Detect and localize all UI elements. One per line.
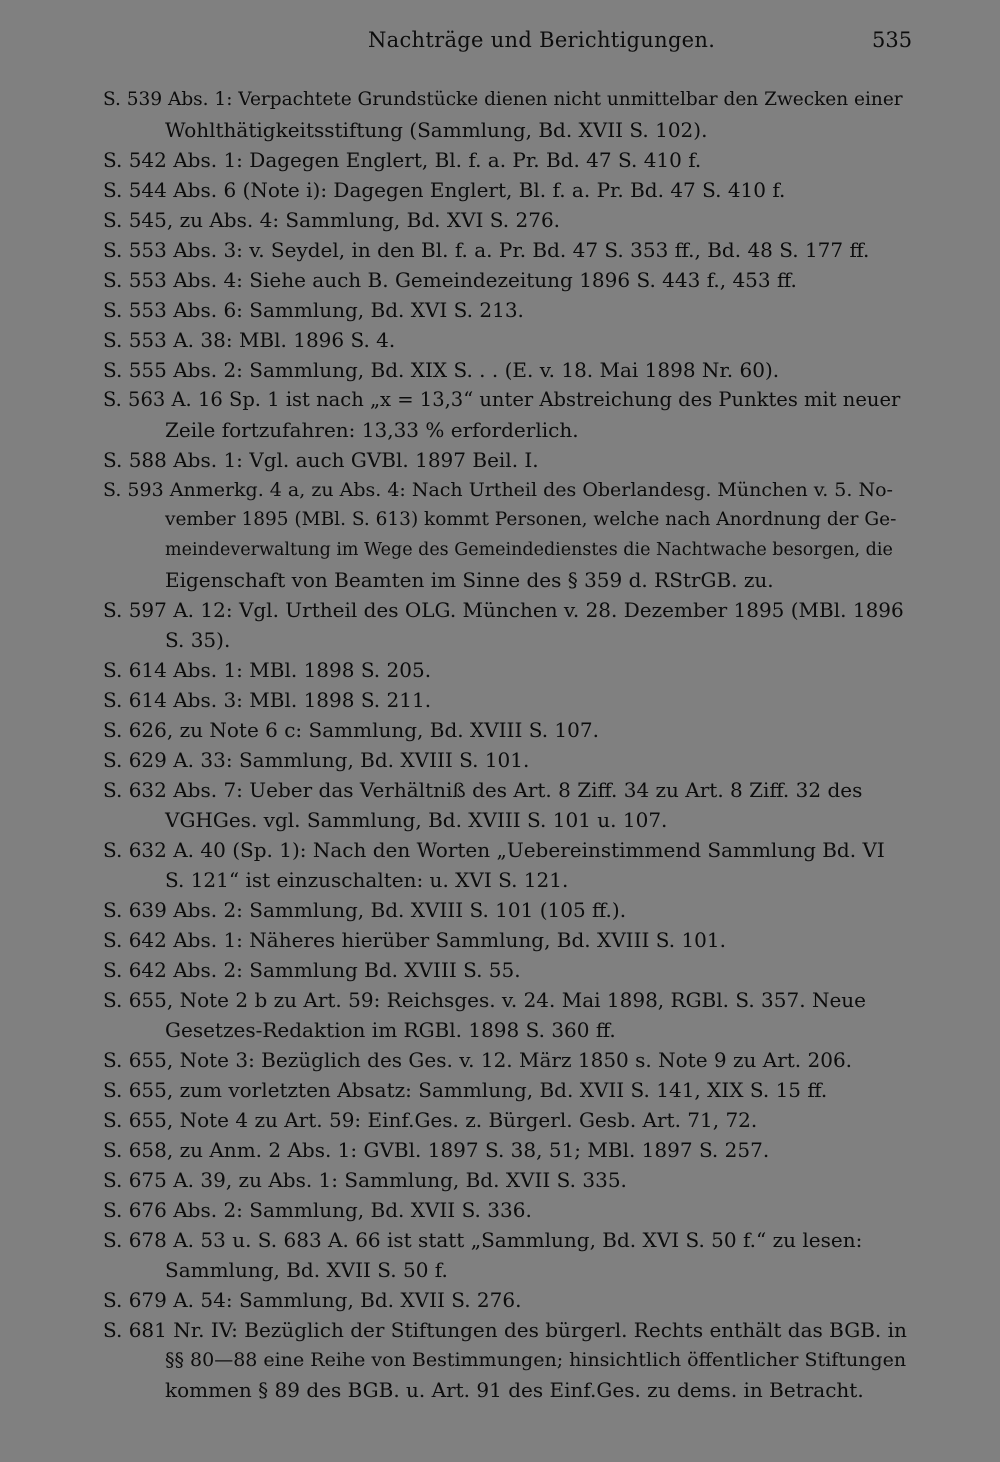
entry-first-line: S. 642 Abs. 1: Näheres hierüber Sammlung, Bd. XVIII S. 101. xyxy=(103,928,726,952)
corrections-list xyxy=(103,85,913,1405)
entry-first-line: S. 553 Abs. 6: Sammlung, Bd. XVI S. 213. xyxy=(103,298,524,322)
correction-entry xyxy=(103,1045,913,1075)
entry-continuation-line: vember 1895 (MBl. S. 613) kommt Personen, welche nach Anordnung der Ge- xyxy=(165,509,897,530)
entry-first-line: S. 597 A. 12: Vgl. Urtheil des OLG. München v. 28. Dezember 1895 (MBl. 1896 xyxy=(103,598,904,622)
correction-entry xyxy=(103,85,913,145)
entry-first-line: S. 539 Abs. 1: Verpachtete Grundstücke dienen nicht unmittelbar den Zwecken einer xyxy=(103,89,903,110)
entry-continuation-line: VGHGes. vgl. Sammlung, Bd. XVIII S. 101 u. 107. xyxy=(165,808,668,832)
entry-continuation-line: Gesetzes-Redaktion im RGBl. 1898 S. 360 ff. xyxy=(165,1018,616,1042)
entry-first-line: S. 676 Abs. 2: Sammlung, Bd. XVII S. 336. xyxy=(103,1198,532,1222)
correction-entry xyxy=(103,325,913,355)
entry-continuation-line: Wohlthätigkeitsstiftung (Sammlung, Bd. XVII S. 102). xyxy=(165,118,708,142)
entry-continuation-line: Eigenschaft von Beamten im Sinne des § 359 d. RStrGB. zu. xyxy=(165,568,774,592)
correction-entry xyxy=(103,445,913,475)
entry-first-line: S. 681 Nr. IV: Bezüglich der Stiftungen des bürgerl. Rechts enthält das BGB. in xyxy=(103,1318,907,1342)
entry-first-line: S. 614 Abs. 3: MBl. 1898 S. 211. xyxy=(103,688,432,712)
entry-first-line: S. 655, Note 3: Bezüglich des Ges. v. 12. März 1850 s. Note 9 zu Art. 206. xyxy=(103,1048,853,1072)
entry-first-line: S. 642 Abs. 2: Sammlung Bd. XVIII S. 55. xyxy=(103,958,521,982)
page-number: 535 xyxy=(872,28,913,52)
entry-first-line: S. 639 Abs. 2: Sammlung, Bd. XVIII S. 101 (105 ff.). xyxy=(103,898,627,922)
entry-first-line: S. 588 Abs. 1: Vgl. auch GVBl. 1897 Beil. I. xyxy=(103,448,539,472)
entry-first-line: S. 563 A. 16 Sp. 1 ist nach „x = 13,3“ unter Abstreichung des Punktes mit neuer xyxy=(103,388,901,411)
correction-entry xyxy=(103,955,913,985)
entry-first-line: S. 544 Abs. 6 (Note i): Dagegen Englert, Bl. f. a. Pr. Bd. 47 S. 410 f. xyxy=(103,178,786,202)
correction-entry xyxy=(103,775,913,835)
correction-entry xyxy=(103,1165,913,1195)
entry-first-line: S. 632 Abs. 7: Ueber das Verhältniß des Art. 8 Ziff. 34 zu Art. 8 Ziff. 32 des xyxy=(103,778,863,802)
running-head-title: Nachträge und Berichtigungen. xyxy=(368,28,716,52)
correction-entry xyxy=(103,1105,913,1135)
correction-entry xyxy=(103,385,913,445)
running-head xyxy=(0,28,1000,64)
correction-entry xyxy=(103,685,913,715)
correction-entry xyxy=(103,745,913,775)
correction-entry xyxy=(103,265,913,295)
correction-entry xyxy=(103,835,913,895)
correction-entry xyxy=(103,655,913,685)
entry-first-line: S. 555 Abs. 2: Sammlung, Bd. XIX S. . . (E. v. 18. Mai 1898 Nr. 60). xyxy=(103,358,780,382)
correction-entry xyxy=(103,475,913,595)
correction-entry xyxy=(103,895,913,925)
correction-entry xyxy=(103,175,913,205)
correction-entry xyxy=(103,1315,913,1405)
entry-first-line: S. 626, zu Note 6 c: Sammlung, Bd. XVIII S. 107. xyxy=(103,718,599,742)
entry-first-line: S. 614 Abs. 1: MBl. 1898 S. 205. xyxy=(103,658,432,682)
entry-first-line: S. 593 Anmerkg. 4 a, zu Abs. 4: Nach Urtheil des Oberlandesg. München v. 5. No- xyxy=(103,479,893,501)
entry-first-line: S. 655, Note 2 b zu Art. 59: Reichsges. v. 24. Mai 1898, RGBl. S. 357. Neue xyxy=(103,988,866,1012)
entry-continuation-line: §§ 80—88 eine Reihe von Bestimmungen; hinsichtlich öffentlicher Stiftungen xyxy=(165,1349,907,1371)
entry-first-line: S. 658, zu Anm. 2 Abs. 1: GVBl. 1897 S. 38, 51; MBl. 1897 S. 257. xyxy=(103,1138,770,1162)
entry-first-line: S. 655, Note 4 zu Art. 59: Einf.Ges. z. Bürgerl. Gesb. Art. 71, 72. xyxy=(103,1108,758,1132)
entry-first-line: S. 675 A. 39, zu Abs. 1: Sammlung, Bd. XVII S. 335. xyxy=(103,1168,627,1192)
correction-entry xyxy=(103,355,913,385)
entry-first-line: S. 553 Abs. 3: v. Seydel, in den Bl. f. a. Pr. Bd. 47 S. 353 ff., Bd. 48 S. 177 ff. xyxy=(103,238,870,262)
correction-entry xyxy=(103,1285,913,1315)
entry-continuation-line: meindeverwaltung im Wege des Gemeindedienstes die Nachtwache besorgen, die xyxy=(165,540,893,560)
correction-entry xyxy=(103,925,913,955)
entry-first-line: S. 655, zum vorletzten Absatz: Sammlung, Bd. XVII S. 141, XIX S. 15 ff. xyxy=(103,1078,828,1102)
correction-entry xyxy=(103,715,913,745)
correction-entry xyxy=(103,1225,913,1285)
entry-first-line: S. 629 A. 33: Sammlung, Bd. XVIII S. 101. xyxy=(103,748,530,772)
correction-entry xyxy=(103,295,913,325)
correction-entry xyxy=(103,595,913,655)
entry-continuation-line: S. 35). xyxy=(165,628,231,652)
correction-entry xyxy=(103,985,913,1045)
entry-first-line: S. 678 A. 53 u. S. 683 A. 66 ist statt „Sammlung, Bd. XVI S. 50 f.“ zu lesen: xyxy=(103,1228,863,1252)
entry-first-line: S. 542 Abs. 1: Dagegen Englert, Bl. f. a. Pr. Bd. 47 S. 410 f. xyxy=(103,148,702,172)
entry-continuation-line: Sammlung, Bd. XVII S. 50 f. xyxy=(165,1258,448,1282)
correction-entry xyxy=(103,1195,913,1225)
entry-first-line: S. 545, zu Abs. 4: Sammlung, Bd. XVI S. 276. xyxy=(103,208,561,232)
entry-continuation-line: S. 121“ ist einzuschalten: u. XVI S. 121. xyxy=(165,868,569,892)
correction-entry xyxy=(103,235,913,265)
entry-continuation-line: Zeile fortzufahren: 13,33 % erforderlich. xyxy=(165,418,579,442)
entry-first-line: S. 553 A. 38: MBl. 1896 S. 4. xyxy=(103,328,396,352)
correction-entry xyxy=(103,145,913,175)
correction-entry xyxy=(103,205,913,235)
correction-entry xyxy=(103,1075,913,1105)
entry-first-line: S. 679 A. 54: Sammlung, Bd. XVII S. 276. xyxy=(103,1288,522,1312)
entry-first-line: S. 632 A. 40 (Sp. 1): Nach den Worten „Uebereinstimmend Sammlung Bd. VI xyxy=(103,838,885,862)
correction-entry xyxy=(103,1135,913,1165)
entry-continuation-line: kommen § 89 des BGB. u. Art. 91 des Einf.Ges. zu dems. in Betracht. xyxy=(165,1378,864,1402)
entry-first-line: S. 553 Abs. 4: Siehe auch B. Gemeindezeitung 1896 S. 443 f., 453 ff. xyxy=(103,268,797,292)
